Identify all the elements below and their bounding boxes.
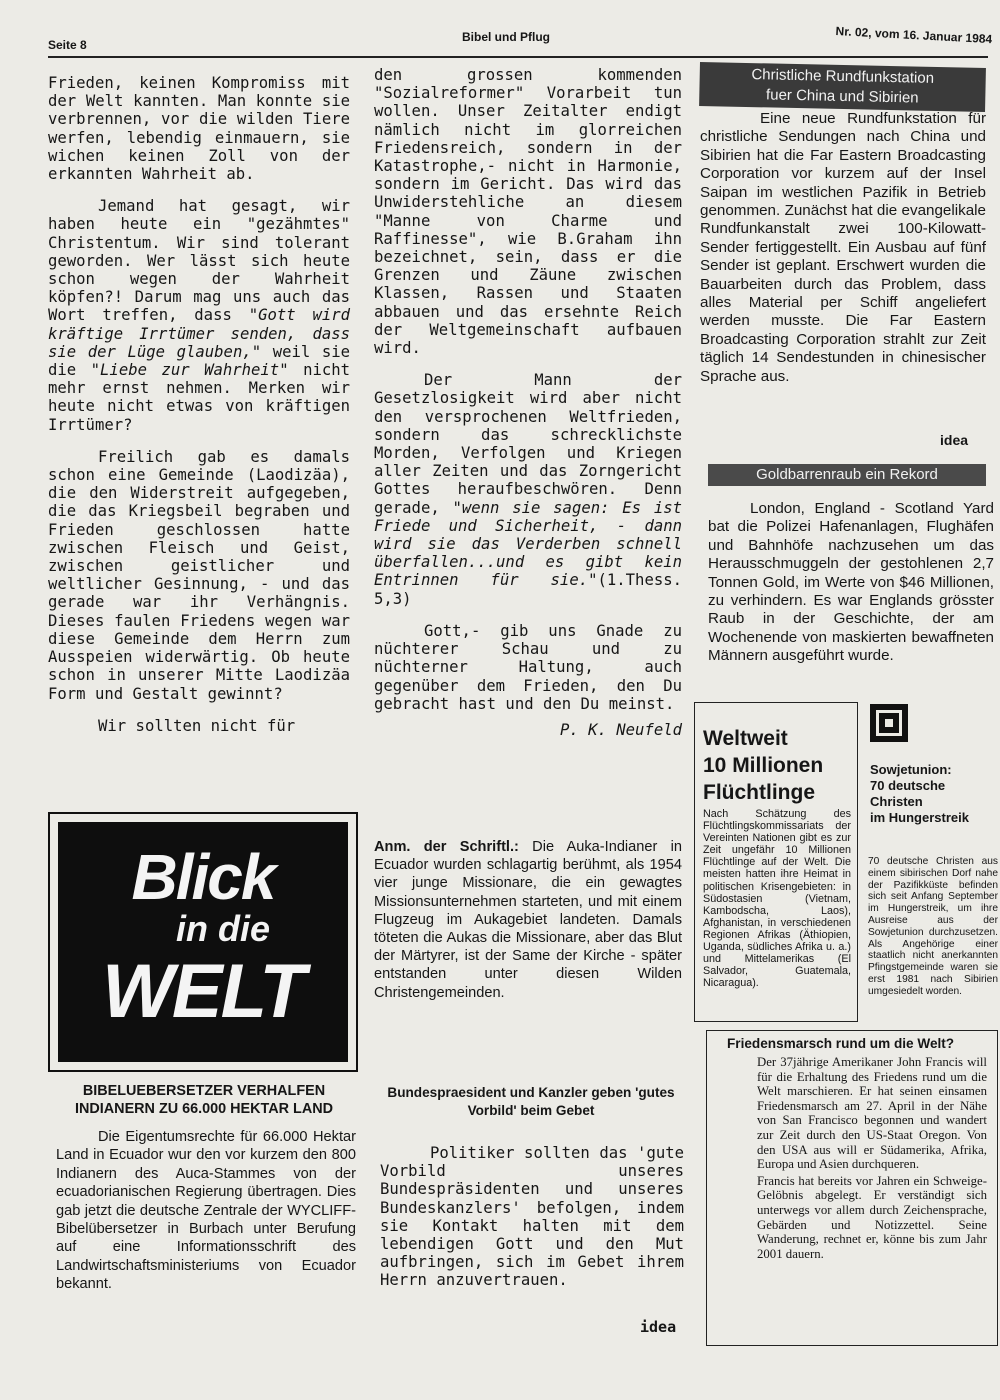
paragraph: Frieden, keinen Kompromiss mit der Welt kannten. Man konnte sie verbrennen, vor die wilden Tiere werfen, lebendig einmauern, sie wichen keinen Zoll von der erkannten Wahrheit ab. [48,74,350,184]
bible-body: Die Eigentumsrechte für 66.000 Hektar Land in Ecuador wur den vor kurzem den 800 Indianern des Auca-Stammes von der ecuadorianischen Regierung übertragen. Dies gab jetzt die deutsche Zentrale der WYCLIFF-Bibelübersetzer in Burbach unter Berufung auf eine Informationsschrift des Landwirtschaftsministeriums von Ecuador bekannt. [56,1129,356,1293]
quote: "Liebe zur Wahrheit" [90,361,289,380]
refugee-headline [703,725,857,806]
paragraph: Freilich gab es damals schon eine Gemeinde (Laodizäa), die den Widerstreit aufgegeben, die das Kriegsbeil begraben und Frieden geschlossen hatte zwischen Fleisch und Geist, zwischen geistlicher und weltlicher Gesinnung, - und das gerade war ihr Verhängnis. Dieses faulen Friedens wegen war diese Gemeinde dem Herrn zum Ausspeien widerwärtig. Ob heute schon in unserer Mitte Laodizäa Form und Gestalt gewinnt? [48,447,350,703]
soviet-headline [870,762,1000,826]
refugee-box [694,702,858,1022]
president-source: idea [640,1318,677,1336]
gold-headline-bar [708,464,986,486]
bible-headline [48,1082,360,1118]
paragraph: Gott,- gib uns Gnade zu nüchterer Schau und zu nüchterner Haltung, auch gegenüber dem Frieden, den Du gebracht hast und den Du meinst. [374,621,682,713]
blick-logo-frame [48,812,358,1072]
header-rule [48,56,988,58]
radio-article-body: Eine neue Rundfunkstation für christliche Sendungen nach China und Sibirien hat die Far Eastern Broadcasting Corporation vor kurzem auf der Insel Saipan im westlichen Pazifik in Betrieb genommen. Zunächst hat die evangelikale Rundfunkanstalt zwei 100-Kilowatt-Sender fertiggestellt. Ein Ausbau auf fünf Sender ist geplant. Erschwert wurden die Bauarbeiten durch das Problem, dass alles Material per Schiff angeliefert werden musste. Die Far Eastern Broadcasting Corporation strahlt zur Zeit täglich 14 Sendestunden in chinesischer Sprache aus. [700,110,986,385]
text: nicht mehr ernst nehmen. Merken wir heute nicht etwas von kräftigen Irrtümer? [48,361,351,434]
headline-line: Flüchtlinge [703,781,815,804]
dateline: London, England [750,500,871,517]
radio-headline-bar [699,62,986,112]
radio-headline-line-2: fuer China und Sibirien [765,86,919,107]
headline-line: 10 Millionen [703,754,824,777]
publication-name: Bibel und Pflug [462,30,550,44]
kicker: Sowjetunion: [870,762,952,777]
radio-source: idea [940,432,969,448]
refugee-body: Nach Schätzung des Flüchtlingskommissariats der Vereinten Nationen gibt es zur Zeit ungefähr 10 Millionen Flüchtlinge auf der Welt. Die meisten hatten ihre Heimat in politischen Krisengebieten: in Südostasien (Vietnam, Kambodscha, Laos), Afghanistan, in verschiedenen Regionen Afrikas (Äthiopien, Uganda, südliches Afrika u. a.) und Mittelamerikas (El Salvador, Guatemala, Nicaragua). [703,808,851,990]
author: P. K. Neufeld [559,720,682,739]
president-body: Politiker sollten das 'gute Vorbild unseres Bundespräsidenten und unseres Bundeskanzlers' befolgen, indem sie Kontakt halten mit dem lebendigen Gott und den Mut aufbringen, sich im Gebet ihrem Herrn anzuvertrauen. [380,1144,684,1290]
paragraph [374,371,682,608]
note-text: Die Auka-Indianer in Ecuador wurden schlagartig berühmt, als 1954 vier junge Missionare, die ein gewagtes Missionsunternehmen starteten, und mit einem Flugzeug im Aukagebiet landeten. Damals töteten die Aukas die Missionare, aber das Blut der Märtyrer, ist der Same der Kirche - später entstanden unter diesen Wilden Christengemeinden. [374,839,682,1001]
page-number: Seite 8 [48,38,87,52]
gold-text: - Scotland Yard bat die Polizei Hafenanlagen, Flughäfen und Bahnhöfe nachzusehen um das Herausschmuggeln der gestohlenen 2,7 Tonnen Gold, im Werte von $46 Millionen, zu verhindern. Es war Englands grösster Raub in der Geschichte, der am Wochenende von maskierten bewaffneten Männern ausgeführt wurde. [708,500,994,665]
text: Jemand hat gesagt, wir haben heute ein "gezähmtes" Christentum. Wir sind tolerant geworden. Wer lässt sich heute schon wegen der Wahrheit köpfen?! Darum mag uns auch das Wort treffen, dass [48,197,350,325]
peace-march-paragraph: Der 37jährige Amerikaner John Francis will für die Erhaltung des Friedens rund um die Welt marschieren. Er hat seinen einsamen Friedensmarsch am 27. April in der Nähe von San Francisco begonnen und wandert zur Zeit durch den US-Staat Oregon. Von den USA aus will er Südamerika, Afrika, Europa und Asien durchqueren. [757,1055,987,1172]
logo-line: Blick [131,841,275,913]
blick-in-die-welt-logo [58,822,348,1062]
gold-headline: Goldbarrenraub ein Rekord [756,466,938,483]
gold-article-body [708,500,994,666]
soviet-body: 70 deutsche Christen aus einem sibirischen Dorf nahe der Pazifikküste befinden sich seit Anfang September im Hungerstreik, um ihre Ausreise aus der Sowjetunion durchzusetzen. Als Angehörige einer staatlich nicht anerkannten Pfingstgemeinde waren sie erst 1981 nach Sibirien umgesiedelt worden. [868,856,998,997]
headline-line: 70 deutsche Christen [870,778,946,809]
text: weil sie die [48,342,351,380]
headline-line: INDIANERN ZU 66.000 HEKTAR LAND [75,1101,333,1117]
headline-line: Weltweit [703,727,788,750]
article-column-2 [374,66,682,739]
square-target-icon [870,704,908,742]
quote: "wenn sie sagen: Es ist Friede und Sicherheit, - dann wird sie das Verderben schnell überfallen...und es gibt kein Entrinnen für sie." [374,498,682,590]
paragraph [48,197,350,434]
headline-line: Vorbild' beim Gebet [467,1103,595,1118]
president-headline [376,1084,686,1120]
paragraph: Wir sollten nicht für [98,716,296,735]
peace-march-box [706,1030,998,1346]
peace-march-paragraph: Francis hat bereits vor Jahren ein Schweige-Gelöbnis abgelegt. Er verständigt sich unterwegs vor allem durch Zeichensprache, Gebärden und Notizzettel. Seine Wanderung, rechnet er, könne bis zum Jahr 2001 dauern. [757,1173,987,1261]
peace-march-headline: Friedensmarsch rund um die Welt? [727,1036,955,1051]
editor-note [374,838,682,1002]
note-label: Anm. der Schriftl.: [374,839,519,855]
logo-line: in die [175,908,270,949]
radio-headline-line-1: Christliche Rundfunkstation [751,66,935,87]
logo-line: WELT [102,949,304,1034]
headline-line: Bundespraesident und Kanzler geben 'gutes [387,1085,675,1100]
issue-date: Nr. 02, vom 16. Januar 1984 [835,24,993,47]
bible-reference: (1.Thess. 5,3) [374,571,682,608]
text: Der Mann der Gesetzlosigkeit wird aber nicht den versprochenen Weltfrieden, sondern das schrecklichste Morden, Verfolgen und Kriegen aller Zeiten und das Zorngericht Gottes heraufbeschwören. Denn gerade, [374,371,682,517]
paragraph: den grossen kommenden "Sozialreformer" Vorarbeit tun wollen. Unser Zeitalter endigt nämlich nicht im glorreichen Friedensreich, sondern in der Katastrophe,- nicht in Harmonie, sondern im Gericht. Das wird das Unwiderstehliche an diesem "Manne von Charme und Raffinesse", wie B.Graham ihn bezeichnet, sein, dass er die Grenzen und Zäune zwischen Klassen, Rassen und Staaten abbauen und das ersehnte Reich der Weltgemeinschaft aufbauen wird. [374,66,682,358]
quote: "Gott wird kräftige Irrtümer senden, dass sie der Lüge glauben," [48,306,350,361]
article-column-1 [48,74,350,735]
headline-line: BIBELUEBERSETZER VERHALFEN [82,1083,326,1099]
headline-line: im Hungerstreik [870,810,969,825]
